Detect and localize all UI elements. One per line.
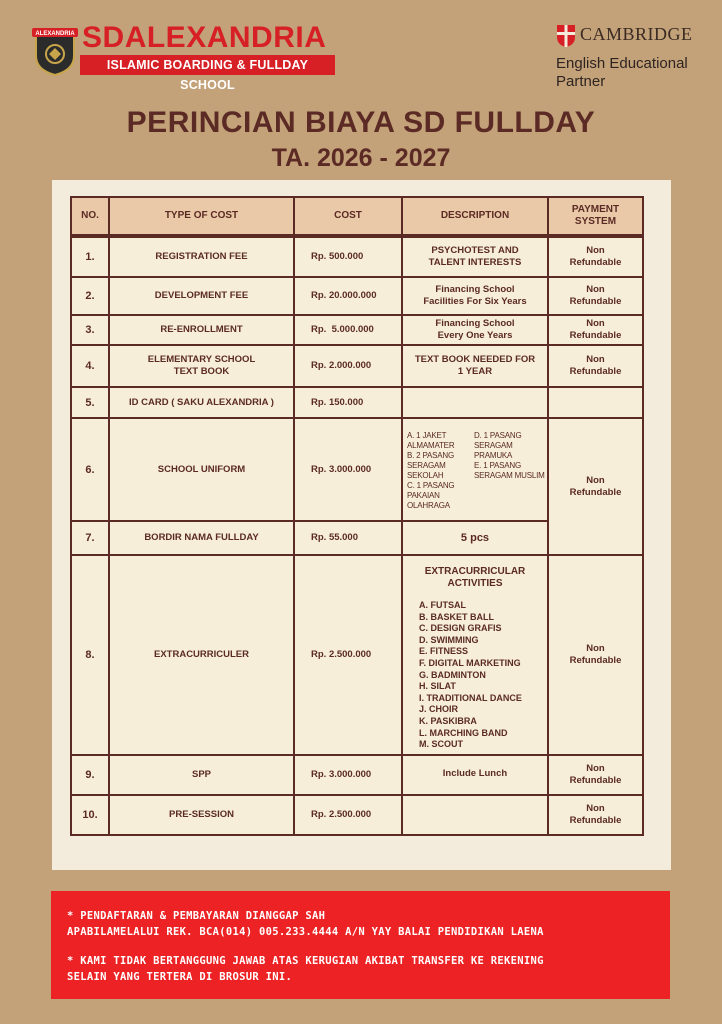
row4-no: 4. — [70, 344, 110, 388]
logo-name: ALEXANDRIA — [124, 21, 327, 54]
partner-name: CAMBRIDGE — [580, 24, 693, 44]
header-description: DESCRIPTION — [401, 196, 549, 236]
notice-line1: * PENDAFTARAN & PEMBAYARAN DIANGGAP SAH APABILAMELALUI REK. BCA(014) 005.233.4444 A/N YAY BALAI PENDIDIKAN LAENA — [67, 910, 544, 938]
row5-cost: Rp. 150.000 — [293, 386, 403, 419]
row9-no: 9. — [70, 754, 110, 796]
uniform-list-left: A. 1 JAKET ALMAMATER B. 2 PASANG SERAGAM SEKOLAH C. 1 PASANG PAKAIAN OLAHRAGA — [407, 431, 455, 510]
partner-line2: Partner — [556, 73, 606, 90]
header-payment: PAYMENT SYSTEM — [547, 196, 644, 236]
row1-payment: Non Refundable — [547, 236, 644, 278]
page-subtitle: TA. 2026 - 2027 — [271, 144, 451, 172]
header-cost: COST — [293, 196, 403, 236]
row4-desc: TEXT BOOK NEEDED FOR 1 YEAR — [401, 344, 549, 388]
crest-badge-text: ALEXANDRIA — [35, 31, 75, 37]
row4-type: ELEMENTARY SCHOOL TEXT BOOK — [108, 344, 295, 388]
school-crest-icon — [32, 26, 78, 76]
row1-cost: Rp. 500.000 — [293, 236, 403, 278]
row2-no: 2. — [70, 276, 110, 316]
row3-no: 3. — [70, 314, 110, 346]
row6-cost: Rp. 3.000.000 — [293, 417, 403, 522]
row3-cost: Rp. 5.000.000 — [293, 314, 403, 346]
extracurricular-title: EXTRACURRICULAR ACTIVITIES — [424, 566, 526, 589]
row2-payment: Non Refundable — [547, 276, 644, 316]
row5-payment — [547, 386, 644, 419]
extracurricular-list: A. FUTSAL B. BASKET BALL C. DESIGN GRAFIS D. SWIMMING E. FITNESS F. DIGITAL MARKETING G. BADMINTON H. SILAT I. TRADITIONAL DANCE J. CHOIR K. PASKIBRA L. MARCHING BAND M. SCOUT — [419, 600, 522, 750]
row6-type: SCHOOL UNIFORM — [108, 417, 295, 522]
header-type: TYPE OF COST — [108, 196, 295, 236]
row2-desc: Financing School Facilities For Six Years — [401, 276, 549, 316]
row8-cost: Rp. 2.500.000 — [293, 554, 403, 756]
row1-type: REGISTRATION FEE — [108, 236, 295, 278]
row3-payment: Non Refundable — [547, 314, 644, 346]
school-logo-title — [82, 22, 326, 54]
row3-desc: Financing School Every One Years — [401, 314, 549, 346]
row10-payment: Non Refundable — [547, 794, 644, 836]
payment-notice — [51, 891, 670, 999]
row5-desc — [401, 386, 549, 419]
page-title: PERINCIAN BIAYA SD FULLDAY — [126, 106, 596, 139]
cambridge-shield-icon — [556, 24, 576, 48]
row9-type: SPP — [108, 754, 295, 796]
row10-type: PRE-SESSION — [108, 794, 295, 836]
row6-7-payment: Non Refundable — [547, 417, 644, 556]
row6-no: 6. — [70, 417, 110, 522]
row9-desc: Include Lunch — [401, 754, 549, 796]
row5-type: ID CARD ( SAKU ALEXANDRIA ) — [108, 386, 295, 419]
row10-cost: Rp. 2.500.000 — [293, 794, 403, 836]
row1-desc: PSYCHOTEST AND TALENT INTERESTS — [401, 236, 549, 278]
partner-line1: English Educational — [556, 55, 688, 72]
row2-cost: Rp. 20.000.000 — [293, 276, 403, 316]
row9-cost: Rp. 3.000.000 — [293, 754, 403, 796]
row7-no: 7. — [70, 520, 110, 556]
row8-desc — [401, 554, 549, 756]
row5-no: 5. — [70, 386, 110, 419]
row4-cost: Rp. 2.000.000 — [293, 344, 403, 388]
partner-subtitle — [556, 55, 716, 91]
row6-desc — [401, 417, 549, 522]
row10-no: 10. — [70, 794, 110, 836]
row7-desc: 5 pcs — [401, 520, 549, 556]
row8-payment: Non Refundable — [547, 554, 644, 756]
row8-no: 8. — [70, 554, 110, 756]
notice-line2: * KAMI TIDAK BERTANGGUNG JAWAB ATAS KERUGIAN AKIBAT TRANSFER KE REKENING SELAIN YANG TERTERA DI BROSUR INI. — [67, 955, 544, 983]
row7-cost: Rp. 55.000 — [293, 520, 403, 556]
logo-tagline: ISLAMIC BOARDING & FULLDAY SCHOOL — [80, 55, 335, 75]
row2-type: DEVELOPMENT FEE — [108, 276, 295, 316]
header-no: NO. — [70, 196, 110, 236]
row1-no: 1. — [70, 236, 110, 278]
uniform-list-right: D. 1 PASANG SERAGAM PRAMUKA E. 1 PASANG SERAGAM MUSLIM — [474, 431, 545, 480]
row7-type: BORDIR NAMA FULLDAY — [108, 520, 295, 556]
row4-payment: Non Refundable — [547, 344, 644, 388]
row8-type: EXTRACURRICULER — [108, 554, 295, 756]
logo-sd: SD — [82, 21, 125, 54]
row10-desc — [401, 794, 549, 836]
row3-type: RE-ENROLLMENT — [108, 314, 295, 346]
row9-payment: Non Refundable — [547, 754, 644, 796]
